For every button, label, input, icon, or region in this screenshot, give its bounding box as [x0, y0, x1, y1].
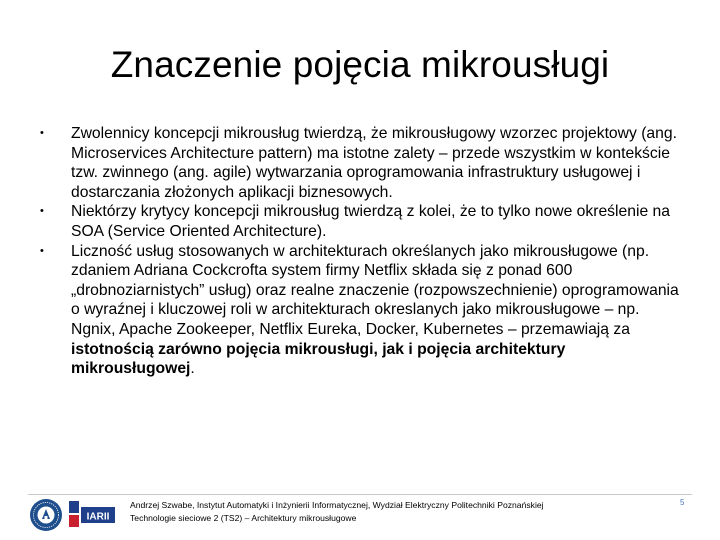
bullet-item	[40, 202, 680, 241]
iarii-logo-text: IARII	[86, 511, 110, 523]
bullet-dot-icon: •	[40, 127, 44, 139]
footer-text	[130, 499, 670, 525]
bullet-text: Niektórzy krytycy koncepcji mikrousług twierdzą z kolei, że to tylko nowe określenie na SOA (Service Oriented Architecture).	[71, 203, 670, 240]
bullet-dot-icon: •	[40, 244, 44, 257]
page-number: 5	[680, 498, 685, 507]
footer-course: Technologie sieciowe 2 (TS2) – Architektury mikrousługowe	[130, 513, 357, 523]
bullet-text: Liczność usług stosowanych w architekturach określanych jako mikrousługowe (np. zdaniem Adriana Cockcrofta system firmy Netflix składa się z ponad 600 „drobnoziarnistych” usług) oraz realne znaczenie (rozpowszechnienie) oprogramowania o wyraźnej i kluczowej roli w architekturach okreslanych jako mikrousługowe – np. Ngnix, Apache Zookeeper, Netflix Eureka, Docker, Kubernetes – przemawiają za	[71, 242, 679, 338]
university-seal-icon	[29, 498, 63, 532]
bullet-suffix: .	[190, 360, 195, 378]
slide-title: Znaczenie pojęcia mikrousługi	[110, 44, 610, 85]
footer-author: Andrzej Szwabe, Instytut Automatyki i Inżynierii Informatycznej, Wydział Elektryczny Politechniki Poznańskiej	[130, 500, 544, 510]
bullet-item	[40, 124, 680, 202]
iarii-logo-icon	[68, 499, 116, 529]
bullet-text: Zwolennicy koncepcji mikrousług twierdzą, że mikrousługowy wzorzec projektowy (ang. Microservices Architecture pattern) ma istotne zalety – przede wszystkim w kontekście tzw. zwinnego (ang. agile) wytwarzania oprogramowania infrastruktury usługowej i dostarczania złożonych aplikacji biznesowych.	[71, 125, 677, 201]
bullet-bold-text: istotnością zarówno pojęcia mikrousługi, jak i pojęcia architektury mikrousługowej	[71, 340, 566, 378]
bullet-dot-icon: •	[40, 205, 44, 218]
bullet-item	[40, 242, 680, 379]
bullet-list	[40, 124, 680, 379]
footer-divider	[28, 494, 692, 495]
